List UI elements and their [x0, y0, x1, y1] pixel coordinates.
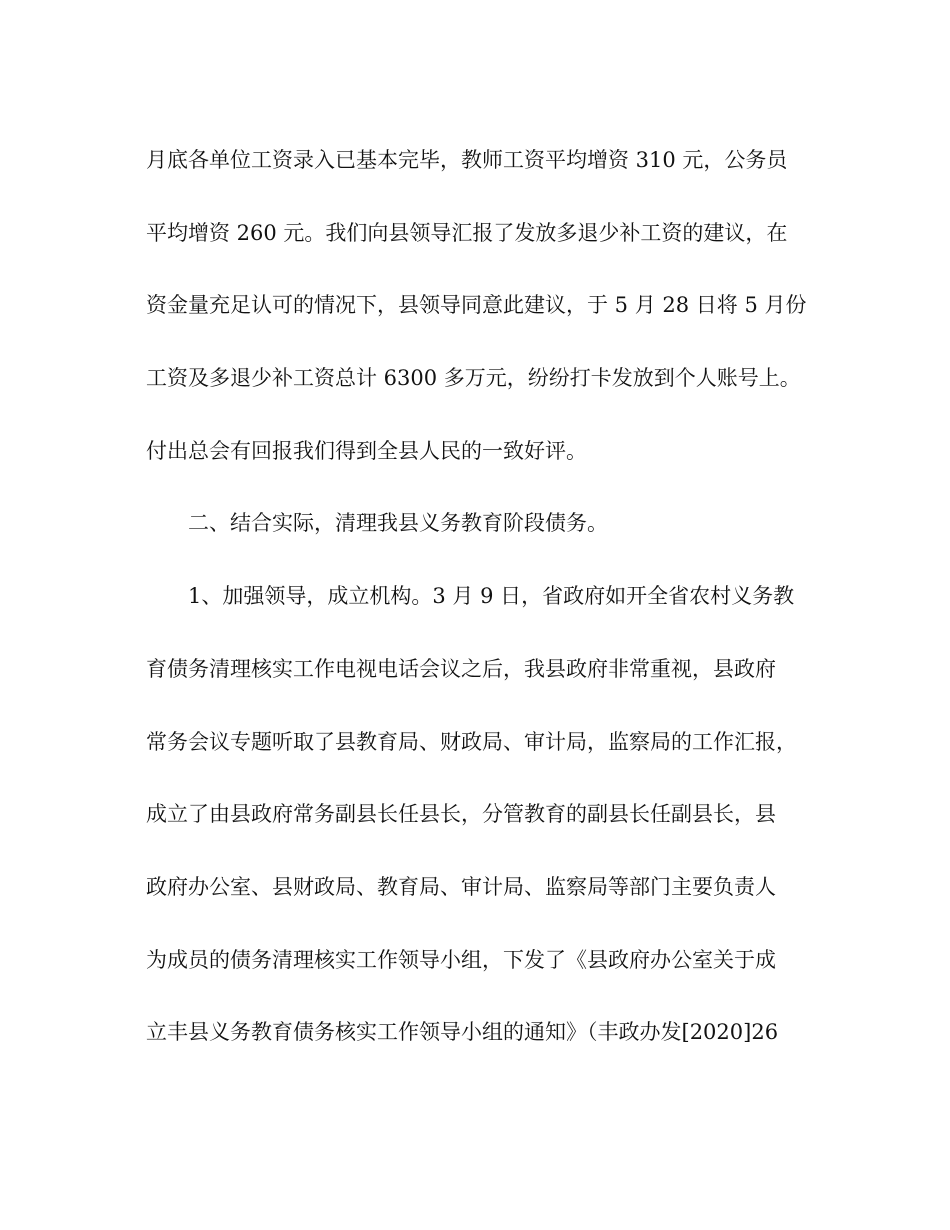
paragraph-line: 月底各单位工资录入已基本完毕，教师工资平均增资 310 元，公务员	[146, 148, 788, 172]
paragraph-line: 付出总会有回报我们得到全县人民的一致好评。	[146, 438, 587, 463]
paragraph-line: 资金量充足认可的情况下，县领导同意此建议，于 5 月 28 日将 5 月份	[146, 293, 807, 318]
paragraph-line: 常务会议专题听取了县教育局、财政局、审计局，监察局的工作汇报，	[146, 729, 797, 754]
paragraph-line: 育债务清理核实工作电视电话会议之后，我县政府非常重视，县政府	[146, 656, 776, 681]
paragraph-line: 成立了由县政府常务副县长任县长，分管教育的副县长任副县长，县	[146, 802, 776, 827]
section-heading: 二、结合实际，清理我县义务教育阶段债务。	[188, 511, 608, 536]
document-body	[146, 140, 806, 1085]
paragraph-line: 立丰县义务教育债务核实工作领导小组的通知》（丰政办发[2020]26	[146, 1020, 779, 1045]
paragraph-line: 1、加强领导，成立机构。3 月 9 日，省政府如开全省农村义务教	[188, 584, 795, 609]
paragraph-line: 平均增资 260 元。我们向县领导汇报了发放多退少补工资的建议，在	[146, 220, 788, 245]
paragraph-line: 为成员的债务清理核实工作领导小组，下发了《县政府办公室关于成	[146, 947, 776, 972]
paragraph-line: 工资及多退少补工资总计 6300 多万元，纷纷打卡发放到个人账号上。	[146, 366, 801, 391]
paragraph-line: 政府办公室、县财政局、教育局、审计局、监察局等部门主要负责人	[146, 874, 776, 899]
